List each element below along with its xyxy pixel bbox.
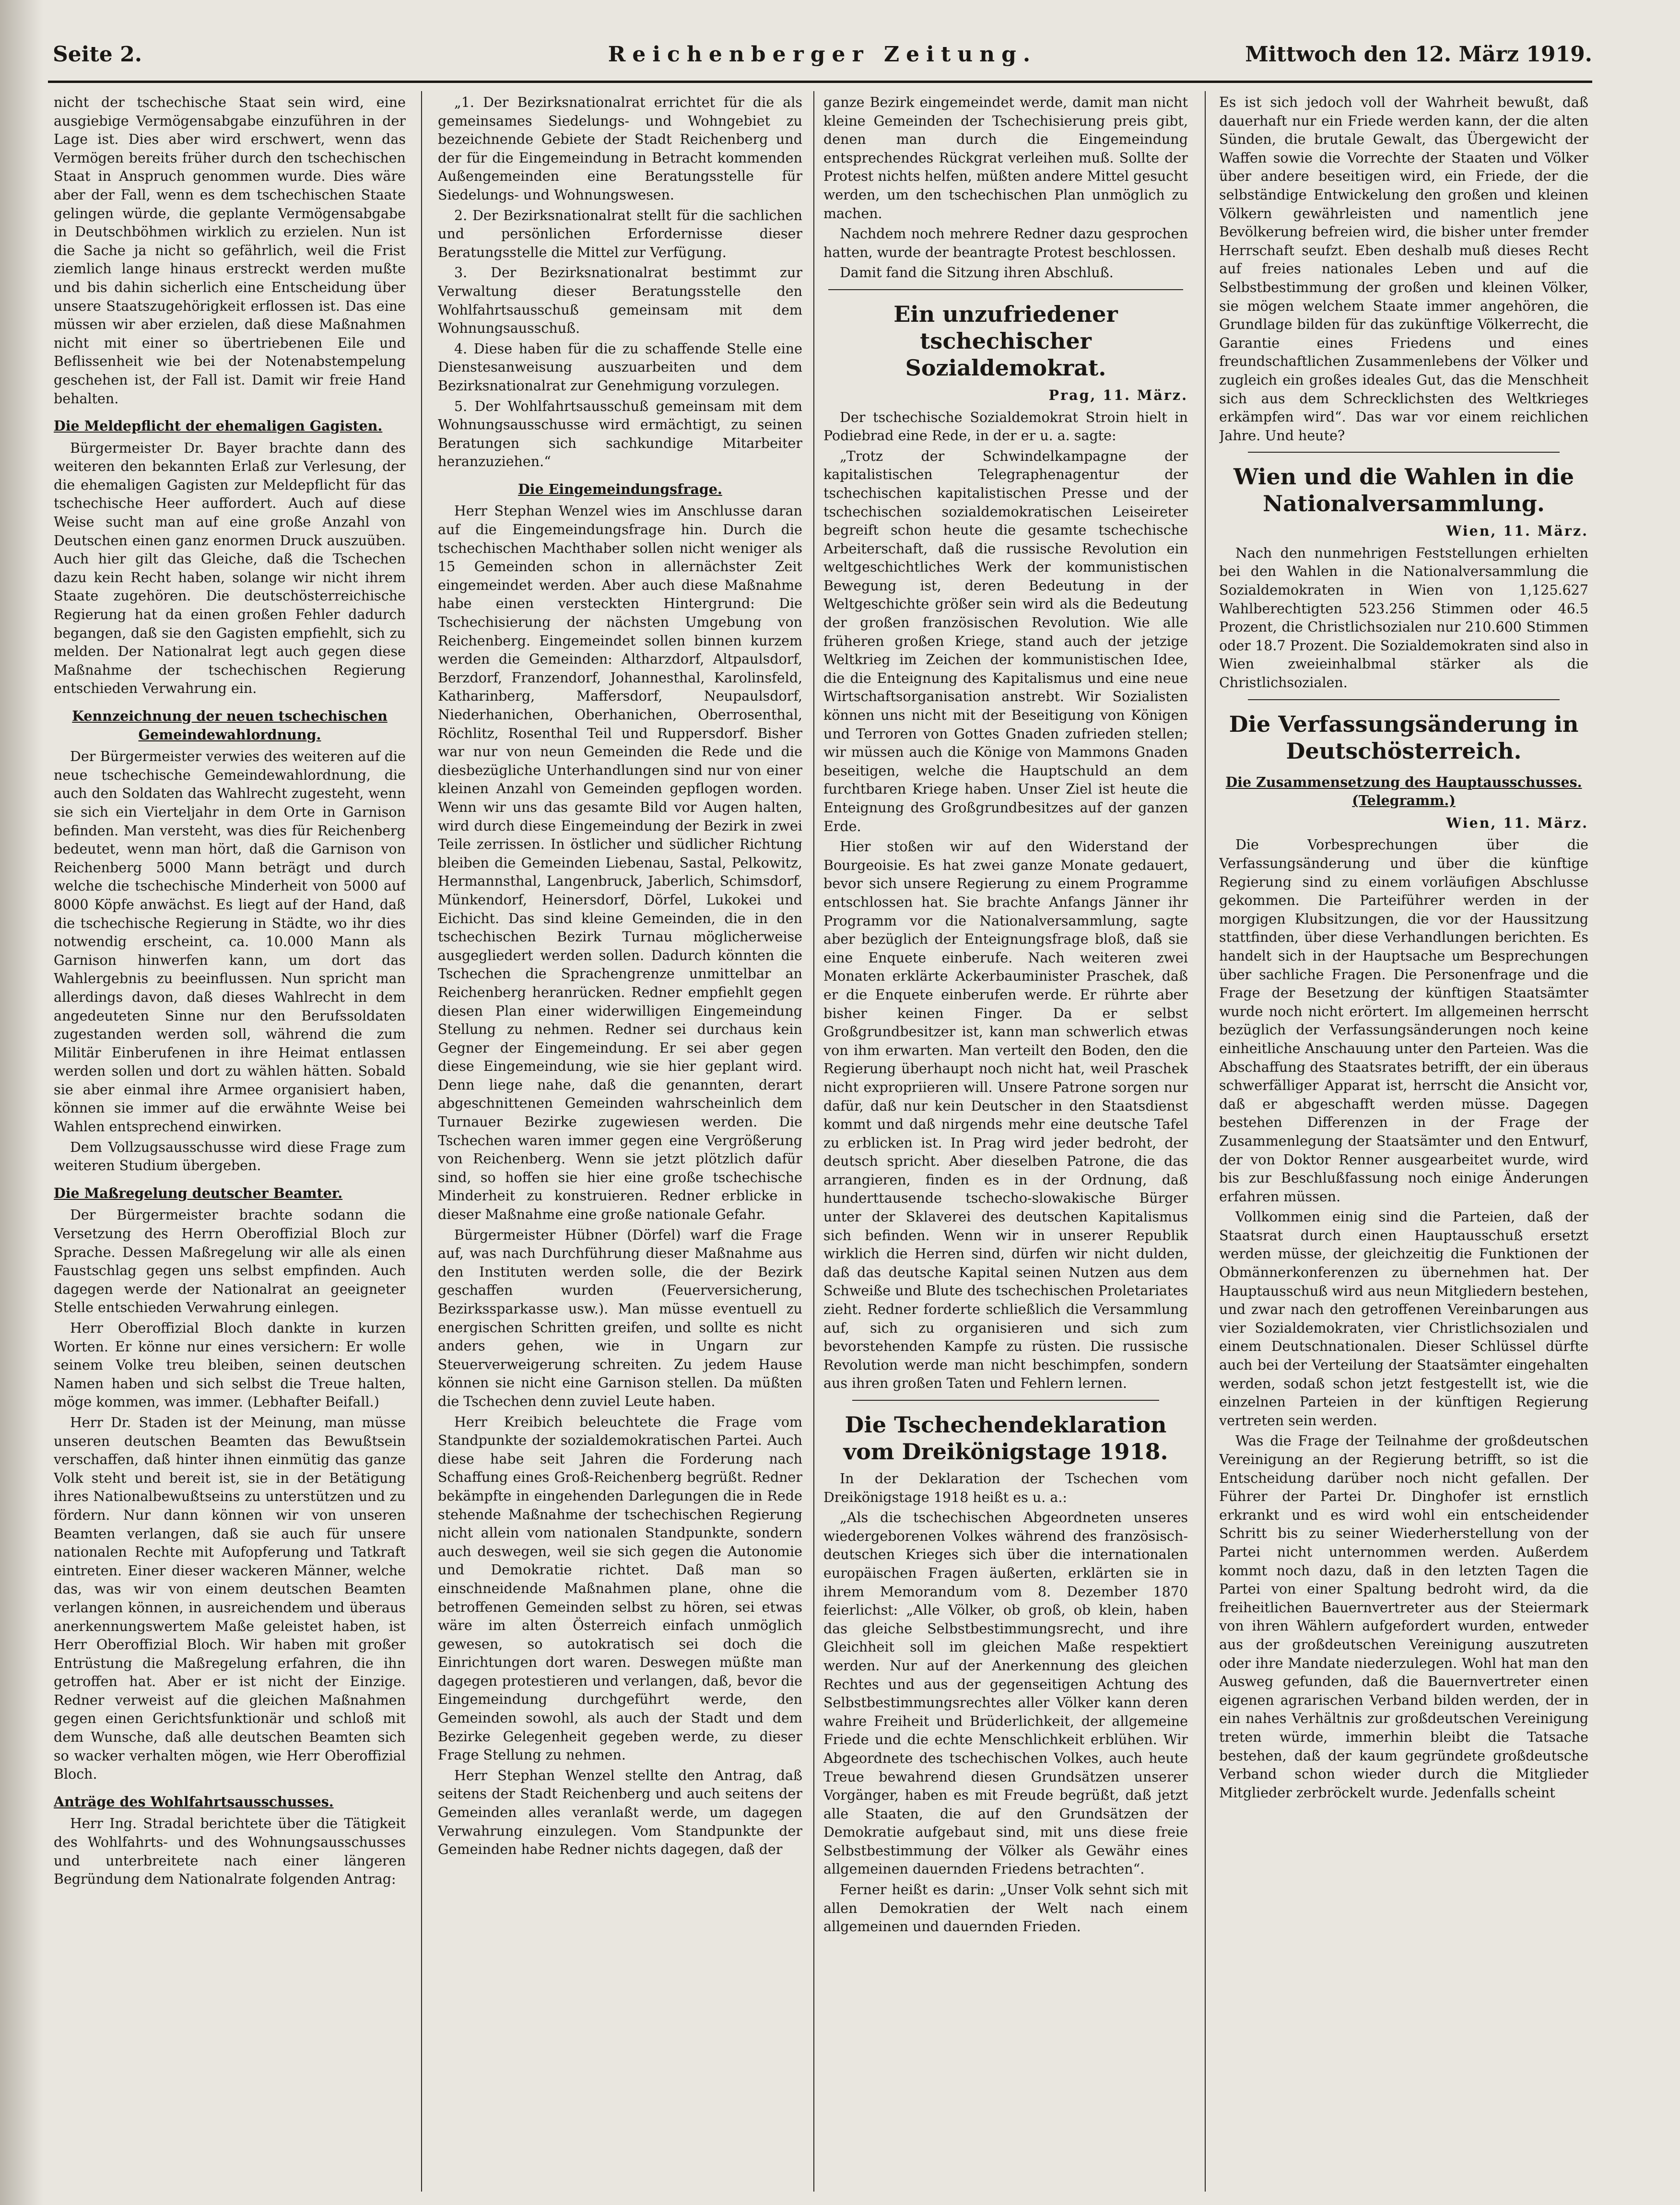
paragraph: ganze Bezirk eingemeindet werde, damit man nicht kleine Gemeinden der Tschechisierung preis gibt, denen man durch die Eingemeindung entsprechendes Rückgrat verleihen muß. Sollte der Protest nichts helfen, müßten andere Mittel gesucht werden, um den tschechischen Plan unmöglich zu machen. [823,94,1188,222]
paragraph: In der Deklaration der Tschechen vom Dreikönigstage 1918 heißt es u. a.: [823,1471,1188,1505]
article-title: Ein unzufriedener tschechischer Sozialdemokrat. [893,301,1118,381]
paragraph: Ferner heißt es darin: „Unser Volk sehnt sich mit allen Demokratien der Welt nach einem allgemeinen und dauernden Frieden. [823,1882,1188,1935]
paragraph: Herr Stephan Wenzel wies im Anschlusse daran auf die Eingemeindungsfrage hin. Durch die tschechischen Machthaber sollen nicht weniger als 15 Gemeinden schon in allernächster Zeit eingemeindet werden. Aber auch diese Maßnahme habe einen versteckten Hintergrund: Die Tschechisierung der nächsten Umgebung von Reichenberg. Eingemeindet sollen binnen kurzem werden die Gemeinden: Altharzdorf, Altpaulsdorf, Berzdorf, Franzendorf, Johannesthal, Karolinsfeld, Katharinberg, Maffersdorf, Neupaulsdorf, Niederhanichen, Oberhanichen, Oberrosenthal, Röchlitz, Rosenthal Teil und Ruppersdorf. Bisher war nur von neun Gemeinden die Rede und die diesbezügliche Unterhandlungen sind nur von einer kleinen Anzahl von Gemeinden gepflogen worden. Wenn wir uns das gesamte Bild vor Augen halten, wird durch diese Eingemeindung der Bezirk in zwei Teile zerrissen. In östlicher und südlicher Richtung bleiben die Gemeinden Liebenau, Sastal, Pelkowitz, Hermannsthal, Langenbruck, Jaberlich, Schimsdorf, Münkendorf, Heinersdorf, Dörfel, Lukokei und Eichicht. Das sind kleine Gemeinden, die in den tschechischen Bezirk Turnau möglicherweise ausgegliedert werden sollen. Dadurch könnten die Tschechen die Sprachengrenze unmittelbar an Reichenberg heranrücken. Redner empfiehlt gegen diesen Plan einer widerwilligen Eingemeindung Stellung zu nehmen. Redner sei durchaus kein Gegner der Eingemeindung. Er sei aber gegen diese Eingemeindung, wie sie hier geplant wird. Denn liege nahe, daß die genannten, derart abgeschnittenen Gemeinden wahrscheinlich dem Turnauer Bezirke zugewiesen werden. Die Tschechen waren immer gegen eine Vergrößerung von Reichenberg. Wenn sie jetzt plötzlich dafür sind, so hoffen sie hier eine große tschechische Minderheit zu konstruieren. Redner erblicke in dieser Maßnahme eine große nationale Gefahr. [438,503,802,1223]
column-rule [813,91,814,2192]
dateline: Prag, 11. März. [1048,387,1188,403]
paragraph: Nach den nunmehrigen Feststellungen erhielten bei den Wahlen in die Nationalversammlung die Sozialdemokraten in Wien von 1,125.627 Wahlberechtigten 523.256 Stimmen oder 46.5 Prozent, die Christlichsozialen nur 210.600 Stimmen oder 18.7 Prozent. Die Sozialdemokraten sind also in Wien zweieinhalbmal stärker als die Christlichsozialen. [1219,545,1588,691]
article-title: Die Verfassungsänderung in Deutschösterreich. [1229,711,1579,764]
dateline: Wien, 11. März. [1446,814,1588,831]
paragraph: 5. Der Wohlfahrtsausschuß gemeinsam mit dem Wohnungsausschusse wird ermächtigt, zu seinen Beratungen sich sachkundige Mitarbeiter heranzuziehen.“ [438,398,802,470]
section-heading: Kennzeichnung der neuen tschechischen Gemeindewahlordnung. [72,708,388,743]
paragraph: Damit fand die Sitzung ihren Abschluß. [840,265,1114,281]
section-heading: Die Meldepflicht der ehemaligen Gagisten. [54,418,383,434]
section-heading: Anträge des Wohlfahrtsausschusses. [54,1793,334,1810]
paragraph: Herr Stephan Wenzel stellte den Antrag, daß seitens der Stadt Reichenberg und auch seitens der Gemeinden alles veranlaßt werde, um dagegen Verwahrung einzulegen. Vom Standpunkte der Gemeinden habe Redner nichts dagegen, daß der [438,1767,802,1858]
paragraph: Was die Frage der Teilnahme der großdeutschen Vereinigung an der Regierung betrifft, so ist die Entscheidung darüber noch nicht gefallen. Der Führer der Partei Dr. Dinghofer ist ernstlich erkrankt und es wird wohl ein entscheidender Schritt bis zu seiner Wiederherstellung von der Partei nicht unternommen werden. Außerdem kommt noch dazu, daß in den letzten Tagen die Partei von einer Spaltung bedroht wird, da die freiheitlichen Bauernvertreter aus der Steiermark von ihren Wählern aufgefordert wurden, entweder aus der großdeutschen Vereinigung auszutreten oder ihre Mandate niederzulegen. Wohl hat man den Ausweg gefunden, daß die Bauernvertreter einen eigenen agrarischen Verband bilden werden, der in ein nahes Verhältnis zur großdeutschen Vereinigung treten würde, immerhin bleibt die Tatsache bestehen, daß der kaum gegründete großdeutsche Verband schon wieder durch die Mitglieder Mitglieder zerbröckelt wurde. Jedenfalls scheint [1219,1433,1588,1801]
scan-shadow [0,0,43,2205]
paragraph: Herr Ing. Stradal berichtete über die Tätigkeit des Wohlfahrts- und des Wohnungsausschusses und unterbreitete nach einer längeren Begründung dem Nationalrate folgenden Antrag: [54,1816,406,1888]
paragraph: 4. Diese haben für die zu schaffende Stelle eine Dienstesanweisung auszuarbeiten und dem Bezirksnationalrat zur Genehmigung vorzulegen. [438,340,802,394]
section-heading: Die Maßregelung deutscher Beamter. [54,1185,343,1201]
article-divider [852,1400,1159,1401]
section-heading: Die Eingemeindungsfrage. [518,481,722,497]
paragraph: Herr Kreibich beleuchtete die Frage vom Standpunkte der sozialdemokratischen Partei. Auch diese habe seit Jahren die Forderung nach Schaffung eines Groß-Reichenberg begrüßt. Redner bekämpfte in eingehenden Darlegungen die in Rede stehende Maßnahme der tschechischen Regierung nicht allein vom nationalen Standpunkte, sondern auch deswegen, weil sie sich gegen die Autonomie und Demokratie richtet. Daß man so einschneidende Maßnahmen plane, ohne die betroffenen Gemeinden selbst zu hören, sei etwas wäre im alten Österreich einfach unmöglich gewesen, so autokratisch sei doch die Einrichtungen dort waren. Deswegen müßte man dagegen protestieren und verlangen, daß, bevor die Eingemeindung durchgeführt werde, den Gemeinden sowohl, als auch der Stadt und dem Bezirke Gelegenheit gegeben werde, zu dieser Frage Stellung zu nehmen. [438,1414,802,1763]
paragraph: Herr Dr. Staden ist der Meinung, man müsse unseren deutschen Beamten das Bewußtsein verschaffen, daß hinter ihnen einmütig das ganze Volk steht und bereit ist, sie in der Betätigung ihres Nationalbewußtseins zu unterstützen und zu fördern. Nur dann können wir von unseren Beamten verlangen, daß sie auch für unsere nationalen Rechte mit Aufopferung und Tatkraft eintreten. Einer dieser wackeren Männer, welche das, was wir von einem deutschen Beamten verlangen können, in ausreichendem und überaus anerkennungswertem Maße geleistet haben, ist Herr Oberoffizial Bloch. Wir haben mit großer Entrüstung die Maßregelung erfahren, die ihn getroffen hat. Aber er ist nicht der Einzige. Redner verweist auf die gleichen Maßnahmen gegen einen Gerichtsfunktionär und schloß mit dem Wunsche, daß alle deutschen Beamten sich so wacker verhalten mögen, wie Herr Oberoffizial Bloch. [54,1414,406,1783]
column-1 [54,94,406,2194]
article-title: Die Tschechendeklaration vom Dreikönigstage 1918. [843,1412,1168,1465]
column-4 [1219,94,1588,2194]
paragraph: 3. Der Bezirksnationalrat bestimmt zur Verwaltung dieser Beratungsstelle den Wohlfahrtsausschuß gemeinsam mit dem Wohnungsausschuß. [438,265,802,337]
paragraph: Dem Vollzugsausschusse wird diese Frage zum weiteren Studium übergeben. [54,1139,406,1174]
header-rule [48,81,1592,83]
paragraph: Nachdem noch mehrere Redner dazu gesprochen hatten, wurde der beantragte Protest beschlossen. [823,226,1188,260]
paragraph: Es ist sich jedoch voll der Wahrheit bewußt, daß dauerhaft nur ein Friede werden kann, der die alten Sünden, die brutale Gewalt, das Übergewicht der Waffen sowie die Vorrechte der Staaten und Völker über andere beseitigen wird, ein Friede, der die selbständige Entwickelung den großen und kleinen Völkern gewährleisten und namentlich jene Bevölkerung befreien wird, die bisher unter fremder Herrschaft seufzt. Eben deshalb muß dieses Recht auf freies nationales Leben und auf die Selbstbestimmung der großen und kleinen Völker, sie mögen welchem Staate immer angehören, die Grundlage bilden für das zukünftige Völkerrecht, die Garantie eines Friedens und eines freundschaftlichen Zusammenlebens der Völker und zugleich ein großes ideales Gut, das die Menschheit sich aus dem Schrecklichsten des Weltkrieges erkämpfen wird“. Das war vor einem reichlichen Jahre. Und heute? [1219,94,1588,444]
paragraph: 2. Der Bezirksnationalrat stellt für die sachlichen und persönlichen Erfordernisse dieser Beratungsstelle die Mittel zur Verfügung. [438,207,802,260]
article-divider [1248,699,1560,700]
paragraph: Vollkommen einig sind die Parteien, daß der Staatsrat durch einen Hauptausschuß ersetzt werden müsse, der gleichzeitig die Funktionen der Obmännerkonferenzen zu übernehmen hat. Der Hauptausschuß wird aus neun Mitgliedern bestehen, und zwar nach den getroffenen Vereinbarungen aus vier Sozialdemokraten, vier Christlichsozialen und einem Deutschnationalen. Dieser Schlüssel dürfte auch bei der Verteilung der Staatsämter eingehalten werden, sodaß schon jetzt festgestellt ist, wie die einzelnen Parteien in der künftigen Regierung vertreten sein werden. [1219,1209,1588,1429]
column-rule [421,91,422,2192]
paragraph: Hier stoßen wir auf den Widerstand der Bourgeoisie. Es hat zwei ganze Monate gedauert, bevor sich unsere Regierung zu einem Programme entschlossen hat. Sie brachte Anfangs Jänner ihr Programm vor die Nationalversammlung, sagte aber bezüglich der Enteignungsfrage bloß, daß sie eine Enquete einberufe. Nach weiteren zwei Monaten erklärte Ackerbauminister Praschek, daß er die Enquete einberufen werde. Er rührte aber bisher keinen Finger. Da er selbst Großgrundbesitzer ist, kann man schwerlich etwas von ihm erwarten. Man verteilt den Boden, den die Regierung überhaupt noch nicht hat, weil Praschek nicht expropriieren will. Unsere Patrone sorgen nur dafür, daß nur kein Deutscher in den Staatsdienst kommt und daß nirgends mehr eine deutsche Tafel zu erblicken ist. In Prag wird jeder bedroht, der deutsch spricht. Aber dieselben Patrone, die das arrangieren, finden es in der Ordnung, daß hunderttausende tschecho-slowakische Bürger unter der Sklaverei des deutschen Kapitalismus sich befinden. Wenn wir in unserer Republik wirklich die Herren sind, dürfen wir nicht dulden, daß das deutsche Kapital seinen Nutzen aus dem Schweiße und Blute des tschechischen Proletariates zieht. Redner forderte schließlich die Versammlung auf, sich zu organisieren und sich zum bevorstehenden Kampfe zu rüsten. Die russische Revolution werde man nicht beschimpfen, sondern aus ihren großen Taten und Fehlern lernen. [823,839,1188,1392]
paragraph: Bürgermeister Hübner (Dörfel) warf die Frage auf, was nach Durchführung dieser Maßnahme aus den Instituten werden solle, die der Bezirk geschaffen wurden (Feuerversicherung, Bezirkssparkasse usw.). Man müsse eventuell zu energischen Schritten greifen, und sollte es nicht anders gehen, wie in Ungarn zur Steuerverweigerung schreiten. Zu jedem Hause können sie nicht eine Garnison stellen. Da müßten die Tschechen denn zuviel Leute haben. [438,1227,802,1409]
page-header [53,42,1592,76]
newspaper-title: Reichenberger Zeitung. [608,42,1037,67]
section-heading: Die Zusammensetzung des Hauptausschusses. (Telegramm.) [1225,774,1582,809]
column-2 [438,94,802,2194]
issue-date: Mittwoch den 12. März 1919. [1245,42,1592,67]
column-3 [823,94,1188,2194]
column-rule [1205,91,1206,2192]
paragraph: Die Vorbesprechungen über die Verfassungsänderung und über die künftige Regierung sind zu einem vorläufigen Abschlusse gekommen. Die Parteiführer werden in der morgigen Klubsitzungen, die vor der Haussitzung stattfinden, über diese Verhandlungen berichten. Es handelt sich in der Hauptsache um Besprechungen über sachliche Fragen. Die Personenfrage und die Frage der Besetzung der künftigen Staatsämter wurde noch nicht erörtert. Im allgemeinen herrscht bezüglich der Verfassungsänderungen noch keine einheitliche Anschauung unter den Parteien. Was die Abschaffung des Staatsrates betrifft, der ein überaus schwerfälliger Apparat ist, herrscht die Ansicht vor, daß er abgeschafft werden müsse. Dagegen bestehen Differenzen in der Frage der Zusammenlegung der Staatsämter und den Entwurf, der von Doktor Renner ausgearbeitet wurde, wird bis zur Beschlußfassung noch einige Änderungen erfahren müssen. [1219,837,1588,1205]
paragraph: Der Bürgermeister brachte sodann die Versetzung des Herrn Oberoffizial Bloch zur Sprache. Dessen Maßregelung wir alle als einen Faustschlag gegen uns selbst empfinden. Auch dagegen werde der Nationalrat an geeigneter Stelle entschieden Verwahrung einlegen. [54,1207,406,1316]
article-divider [828,289,1183,290]
paragraph: „1. Der Bezirksnationalrat errichtet für die als gemeinsames Siedelungs- und Wohngebiet zu bezeichnende Gebiete der Stadt Reichenberg und der für die Eingemeindung in Betracht kommenden Außengemeinden eine Beratungsstelle für Siedelungs- und Wohnungswesen. [438,94,802,203]
paragraph: „Als die tschechischen Abgeordneten unseres wiedergeborenen Volkes während des französisch-deutschen Krieges sich über die internationalen europäischen Fragen äußerten, erklärten sie in ihrem Memorandum vom 8. Dezember 1870 feierlichst: „Alle Völker, ob groß, ob klein, haben das gleiche Selbstbestimmungsrecht, und ihre Gleichheit soll im gleichen Maße respektiert werden. Nur auf der Anerkennung des gleichen Rechtes und aus der gegenseitigen Achtung des Selbstbestimmungsrechtes aller Völker kann deren wahre Freiheit und Brüderlichkeit, der allgemeine Friede und die echte Menschlichkeit erblühen. Wir Abgeordnete des tschechischen Volkes, auch heute Treue bewahrend diesen Grundsätzen unserer Vorgänger, haben es mit Freude begrüßt, daß jetzt alle Staaten, die auf den Grundsätzen der Demokratie aufgebaut sind, mit uns diese freie Selbstbestimmung der Völker als Gewähr eines allgemeinen dauernden Friedens betrachten“. [823,1510,1188,1877]
paragraph: Der tschechische Sozialdemokrat Stroin hielt in Podiebrad eine Rede, in der er u. a. sagte: [823,409,1188,444]
page-number: Seite 2. [53,42,142,67]
dateline: Wien, 11. März. [1446,523,1588,540]
paragraph: „Trotz der Schwindelkampagne der kapitalistischen Telegraphenagentur der tschechischen kapitalistischen Presse und der tschechischen sozialdemokratischen Leiseireter begreift schon heute die gesamte tschechische Arbeiterschaft, daß die russische Revolution ein weltgeschichtliches Werk der kommunistischen Bewegung ist, deren Bedeutung in der Weltgeschichte größer sein wird als die Bedeutung der großen französischen Revolution. Wie alle früheren großen Kriege, stand auch der jetzige Weltkrieg im Zeichen der kommunistischen Idee, die die Enteignung des Kapitalismus und eine neue Wirtschaftsorganisation anstrebt. Wir Sozialisten können uns nicht mit der Beseitigung von Königen und Terroren von Gottes Gnaden zufrieden stellen; wir müssen auch die Könige von Mammons Gnaden beseitigen, welche die Hauptschuld an dem furchtbaren Kriege haben. Unser Ziel ist heute die Enteignung des Großgrundbesitzes auf der ganzen Erde. [823,448,1188,834]
paragraph: Bürgermeister Dr. Bayer brachte dann des weiteren den bekannten Erlaß zur Verlesung, der die ehemaligen Gagisten zur Meldepflicht für das tschechische Heer auffordert. Auch auf diese Weise sucht man auf eine große Anzahl von Deutschen einen ganz enormen Druck auszuüben. Auch hier gilt das Gleiche, daß die Tschechen dazu kein Recht haben, solange wir nicht ihrem Staate zugehören. Die deutschösterreichische Regierung hat da einen großen Fehler dadurch begangen, daß sie den Gagisten empfiehlt, sich zu melden. Der Nationalrat legt auch gegen diese Maßnahme der tschechischen Regierung entschieden Verwahrung ein. [54,440,406,697]
paragraph: Herr Oberoffizial Bloch dankte in kurzen Worten. Er könne nur eines versichern: Er wolle seinem Volke treu bleiben, seinen deutschen Namen haben und sich selbst die Treue halten, möge kommen, was immer. (Lebhafter Beifall.) [54,1320,406,1410]
paragraph: Der Bürgermeister verwies des weiteren auf die neue tschechische Gemeindewahlordnung, die auch den Soldaten das Wahlrecht zugesteht, wenn sie sich ein Vierteljahr in dem Orte in Garnison befinden. Man versteht, was dies für Reichenberg bedeutet, wenn man hört, daß die Garnison von Reichenberg 5000 Mann beträgt und durch welche die tschechische Minderheit von 5000 auf 8000 Köpfe anwächst. Es liegt auf der Hand, daß die tschechische Regierung in Städte, wo ihr dies notwendig erscheint, ca. 10.000 Mann als Garnison hinwerfen kann, um dort das Wahlergebnis zu beeinflussen. Nun spricht man allerdings davon, daß dieses Wahlrecht in dem angedeuteten Sinne nur den Berufssoldaten zugestanden werden soll, während die zum Militär Einberufenen in ihre Heimat entlassen werden sollen und dort zu wählen hätten. Sobald sie aber einmal ihre Armee organisiert haben, können sie immer auf die erwähnte Weise bei Wahlen entsprechend einwirken. [54,749,406,1135]
article-title: Wien und die Wahlen in die Nationalversammlung. [1234,464,1574,517]
article-divider [1248,452,1560,453]
paragraph: nicht der tschechische Staat sein wird, eine ausgiebige Vermögensabgabe einzuführen in der Lage ist. Dies aber wird erschwert, wenn das Vermögen bereits früher durch den tschechischen Staat in Anspruch genommen wurde. Dies wäre aber der Fall, wenn es dem tschechischen Staate gelingen würde, die geplante Vermögensabgabe in Deutschböhmen wirklich zu erzielen. Nun ist die Sache ja nicht so gefährlich, weil die Frist ziemlich lange hinaus erstreckt werden mußte und bis dahin sicherlich eine Entscheidung über unsere Staatszugehörigkeit erflossen ist. Das eine müssen wir aber erzielen, daß diese Maßnahmen nicht mit einer so übertriebenen Eile und Beflissenheit wie bei der Notenabstempelung geschehen ist, der Fall ist. Damit wir freie Hand behalten. [54,94,406,407]
